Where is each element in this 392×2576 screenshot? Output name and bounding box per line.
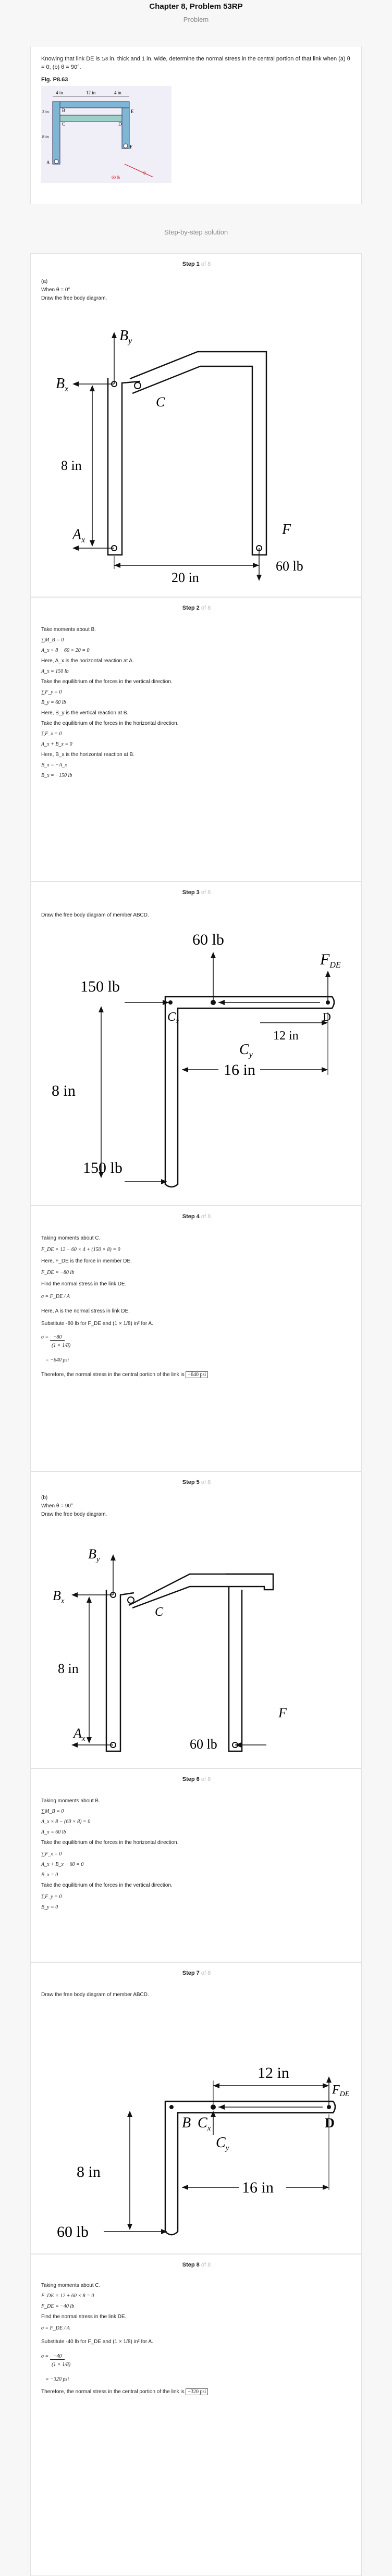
s7-12in: 12 in <box>258 2064 289 2082</box>
s6-l1: Taking moments about B. <box>41 1798 100 1804</box>
s4-l4: Here, A is the normal stress in link DE. <box>41 1308 130 1314</box>
step-1-header: Step 1 of 8 <box>182 261 211 267</box>
fig-label-d: D <box>118 121 122 127</box>
step-6-card <box>30 1768 362 1962</box>
s2-e5: B_y = 60 lb <box>41 700 66 705</box>
s2-e7: A_x + B_x = 0 <box>41 741 72 747</box>
dim-20in: 20 in <box>172 570 199 585</box>
problem-card <box>30 46 362 204</box>
s2-l1: Take moments about B. <box>41 627 96 633</box>
fig-label-e: E <box>131 109 134 114</box>
s8-answer: −320 psi <box>186 2388 208 2395</box>
s4-answer: −640 psi <box>186 1371 208 1378</box>
step-5-card <box>30 1471 362 1768</box>
s4-e4-den: (1 × 1/8) <box>52 1343 71 1348</box>
s5-ax: $A_x$ <box>74 1726 85 1743</box>
page-title: Chapter 8, Problem 53RP <box>149 2 243 11</box>
s5-when: When θ = 90° <box>41 1503 73 1509</box>
step-8-header: Step 8 of 8 <box>182 2262 211 2268</box>
s7-d: D <box>325 2115 335 2131</box>
s6-l3: Take the equilibrium of the forces in the vertical direction. <box>41 1883 173 1888</box>
s3-cy: $C_y$ <box>239 1042 253 1059</box>
step-2-header: Step 2 of 8 <box>182 605 211 611</box>
dim-8in: 8 in <box>61 458 82 473</box>
s4-e3: σ = F_DE / A <box>41 1294 70 1299</box>
s3-d: D <box>323 1010 331 1023</box>
s7-8in: 8 in <box>77 2163 101 2181</box>
s5-part: (b) <box>41 1495 48 1501</box>
fig-dim-12in: 12 in <box>86 90 96 95</box>
s2-l2: Here, A_x is the horizontal reaction at A. <box>41 658 134 664</box>
s2-l5: Take the equilibrium of the forces in the horizontal direction. <box>41 721 179 726</box>
s3-l1: Draw the free body diagram of member ABCD. <box>41 912 149 918</box>
s4-l1: Taking moments about C. <box>41 1235 101 1241</box>
s2-e1: ∑M_B = 0 <box>41 637 64 643</box>
s6-e8: B_y = 0 <box>41 1904 58 1910</box>
s6-e4: ∑F_x = 0 <box>41 1851 62 1857</box>
s2-e3: A_x = 150 lb <box>41 668 69 674</box>
problem-figure <box>41 86 172 183</box>
s4-l5: Substitute -80 lb for F_DE and (1 × 1/8) in² for A. <box>41 1321 153 1327</box>
s4-e2: F_DE = −80 lb <box>41 1270 75 1275</box>
s6-e5: A_x + B_x − 60 = 0 <box>41 1862 84 1867</box>
s7-cy: $C_y$ <box>216 2135 229 2152</box>
step-3-header: Step 3 of 8 <box>182 889 211 896</box>
step-1-when: When θ = 0° <box>41 287 70 293</box>
s5-instruction: Draw the free body diagram. <box>41 1512 107 1517</box>
s3-8in: 8 in <box>52 1082 76 1099</box>
step-8-card <box>30 2254 362 2576</box>
problem-statement: Knowing that link DE is 1/8 in. thick and 1 in. wide, determine the normal stress in the central portion of that link when (a) θ = 0; (b) θ = 90°. <box>41 56 350 70</box>
s2-e9: B_x = −150 lb <box>41 773 72 778</box>
s4-e4-num: σ = −80 <box>41 1334 65 1340</box>
fig-label-f: F <box>130 144 133 150</box>
s3-bottom-load: 150 lb <box>83 1159 123 1176</box>
step-7-header: Step 7 of 8 <box>182 1970 211 1976</box>
s6-e7: ∑F_y = 0 <box>41 1894 62 1900</box>
s8-e5: = −320 psi <box>45 2376 69 2382</box>
step-5-header: Step 5 of 8 <box>182 1479 211 1485</box>
step-5-fbd <box>31 1522 362 1762</box>
s3-12in: 12 in <box>273 1029 299 1043</box>
s4-e5: = −640 psi <box>45 1357 69 1363</box>
fig-dim-8in: 8 in <box>42 134 49 139</box>
step-4-card <box>30 1206 362 1471</box>
s3-16in: 16 in <box>224 1061 255 1079</box>
s4-conclusion: Therefore, the normal stress in the central portion of the link is −640 psi <box>41 1372 208 1378</box>
s7-load: 60 lb <box>57 2223 89 2240</box>
s8-e2: F_DE = −40 lb <box>41 2303 75 2309</box>
s8-l3: Substitute -40 lb for F_DE and (1 × 1/8) in² for A. <box>41 2339 153 2345</box>
fig-dim-2in: 2 in <box>42 109 49 114</box>
step-3-fbd <box>31 924 362 1200</box>
step-1-part: (a) <box>41 279 48 284</box>
s5-load: 60 lb <box>190 1737 217 1752</box>
fig-dim-4in-left: 4 in <box>56 90 63 95</box>
step-1-card <box>30 253 362 597</box>
fig-load: 60 lb <box>112 175 120 180</box>
s3-left-load: 150 lb <box>80 978 120 995</box>
fig-label-c: C <box>62 121 66 127</box>
s2-e6: ∑F_x = 0 <box>41 731 62 737</box>
s4-l3: Find the normal stress in the link DE. <box>41 1281 127 1287</box>
s2-e8: B_x = −A_x <box>41 762 67 768</box>
step-1-fbd <box>31 306 362 587</box>
label-by: $B_y$ <box>119 328 132 345</box>
label-ax: $A_x$ <box>72 527 85 544</box>
s8-conclusion: Therefore, the normal stress in the central portion of the link is −320 psi <box>41 2389 208 2395</box>
fig-label-a: A <box>46 160 50 165</box>
label-bx: $B_x$ <box>56 376 69 393</box>
s6-e6: B_x = 0 <box>41 1872 58 1878</box>
step-1-instruction: Draw the free body diagram. <box>41 295 107 301</box>
s5-8in: 8 in <box>58 1661 79 1676</box>
s2-l6: Here, B_x is the horizontal reaction at B. <box>41 752 134 758</box>
label-c: C <box>156 394 165 410</box>
s5-by: $B_y$ <box>88 1546 100 1564</box>
step-6-header: Step 6 of 8 <box>182 1776 211 1782</box>
fig-dim-4in-right: 4 in <box>114 90 121 95</box>
solution-label: Step-by-step solution <box>164 228 228 236</box>
s8-e4-num: σ = −40 <box>41 2354 65 2359</box>
s7-b: B <box>182 2115 191 2131</box>
s6-l2: Take the equilibrium of the forces in the horizontal direction. <box>41 1840 179 1846</box>
step-7-card <box>30 1962 362 2254</box>
s2-e2: A_x × 8 − 60 × 20 = 0 <box>41 648 90 653</box>
label-f: F <box>282 522 291 538</box>
step-2-card <box>30 597 362 882</box>
fig-label-b: B <box>62 108 66 113</box>
step-3-card <box>30 882 362 1206</box>
s7-l1: Draw the free body diagram of member ABCD. <box>41 1992 149 1998</box>
s5-c: C <box>155 1605 164 1619</box>
s6-e3: A_x = 60 lb <box>41 1829 66 1835</box>
problem-label: Problem <box>183 16 209 23</box>
s8-e1: F_DE × 12 + 60 × 8 = 0 <box>41 2293 94 2299</box>
s5-f: F <box>278 1705 287 1720</box>
s2-l3: Take the equilibrium of the forces in the vertical direction. <box>41 679 173 685</box>
s3-fde: $F_{DE}$ <box>320 951 341 970</box>
s2-e4: ∑F_y = 0 <box>41 689 62 695</box>
s6-e1: ∑M_B = 0 <box>41 1809 64 1814</box>
s8-l2: Find the normal stress in the link DE. <box>41 2314 127 2320</box>
s4-e1: F_DE × 12 − 60 × 4 + (150 × 8) = 0 <box>41 1247 120 1253</box>
figure-label: Fig. P8.63 <box>41 77 68 83</box>
step-7-fbd <box>31 2002 362 2247</box>
s3-cx: $C_x$ <box>167 1010 179 1025</box>
fig-theta: θ <box>143 170 146 176</box>
s2-l4: Here, B_y is the vertical reaction at B. <box>41 710 129 716</box>
s7-fde: $F_{DE}$ <box>332 2083 350 2098</box>
s8-l1: Taking moments about C. <box>41 2283 101 2288</box>
step-4-header: Step 4 of 8 <box>182 1213 211 1220</box>
s4-l2: Here, F_DE is the force in member DE. <box>41 1258 132 1264</box>
s5-bx: $B_x$ <box>53 1588 65 1605</box>
load-60lb: 60 lb <box>276 559 303 574</box>
s7-16in: 16 in <box>242 2179 274 2196</box>
s3-top-load: 60 lb <box>192 931 224 948</box>
s8-e3: σ = F_DE / A <box>41 2325 70 2331</box>
s7-cx: $C_x$ <box>198 2115 211 2133</box>
s6-e2: A_x × 8 − (60 × 8) = 0 <box>41 1819 91 1825</box>
s8-e4-den: (1 × 1/8) <box>52 2362 71 2368</box>
